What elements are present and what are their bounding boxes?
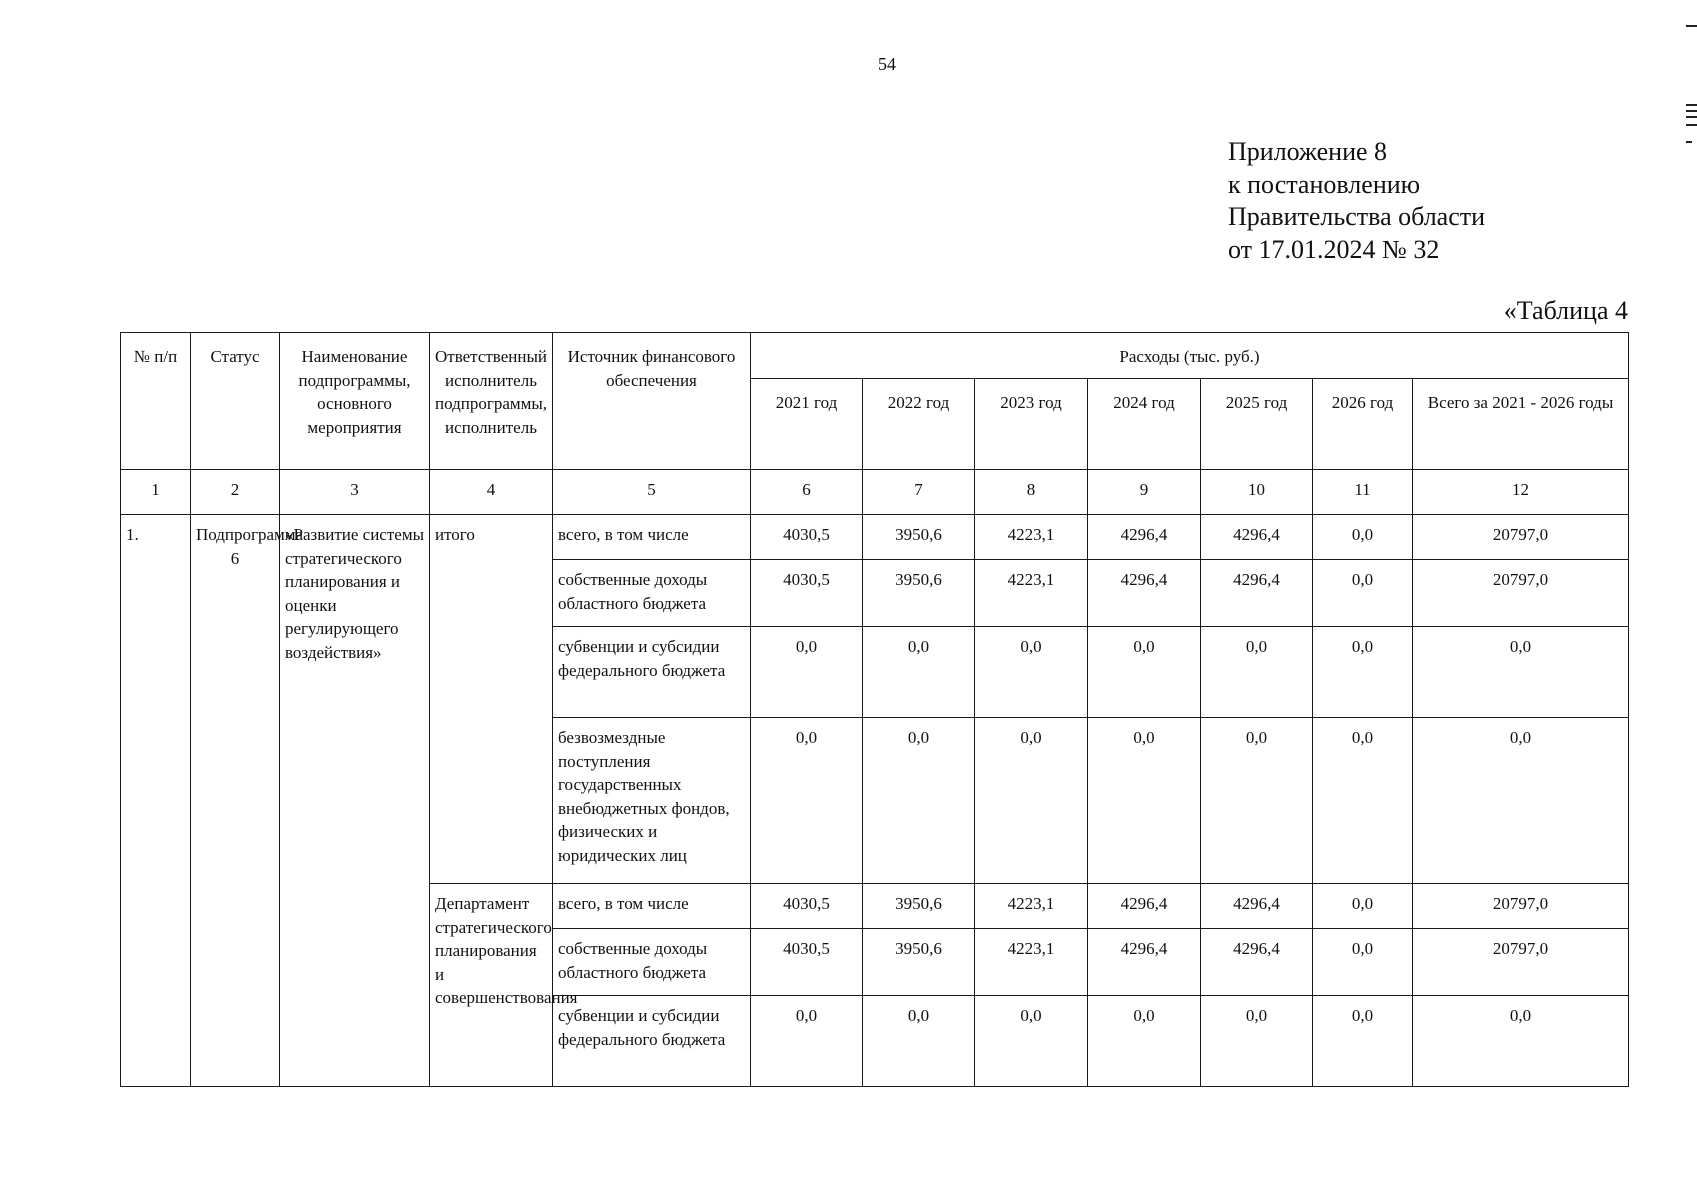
financing-table xyxy=(120,332,1629,1087)
value-cell: 3950,6 xyxy=(863,929,975,996)
value-cell: 0,0 xyxy=(751,718,863,884)
value-cell: 0,0 xyxy=(1088,996,1201,1087)
row-num: 1. xyxy=(121,515,191,1087)
row-source: безвозмездные поступления государственных внебюджетных фондов, физических и юридических лиц xyxy=(553,718,751,884)
column-index: 5 xyxy=(553,470,751,515)
header-total: Всего за 2021 - 2026 годы xyxy=(1413,379,1629,470)
value-cell: 4296,4 xyxy=(1201,515,1313,560)
value-cell: 4223,1 xyxy=(975,884,1088,929)
value-cell: 4223,1 xyxy=(975,560,1088,627)
header-source: Источник финансового обеспечения xyxy=(553,333,751,470)
edge-mark xyxy=(1686,124,1697,126)
value-cell: 0,0 xyxy=(1201,996,1313,1087)
value-cell: 3950,6 xyxy=(863,560,975,627)
edge-mark xyxy=(1686,141,1692,143)
value-cell: 4296,4 xyxy=(1088,515,1201,560)
header-expenses: Расходы (тыс. руб.) xyxy=(751,333,1629,379)
row-status: Подпрограмма 6 xyxy=(191,515,280,1087)
appendix-line: Правительства области xyxy=(1228,202,1486,231)
header-responsible: Ответственный исполнитель подпрограммы, исполнитель xyxy=(430,333,553,470)
column-index: 6 xyxy=(751,470,863,515)
column-index: 1 xyxy=(121,470,191,515)
column-index: 3 xyxy=(280,470,430,515)
total-cell: 20797,0 xyxy=(1413,929,1629,996)
row-source: собственные доходы областного бюджета xyxy=(553,929,751,996)
value-cell: 0,0 xyxy=(863,718,975,884)
value-cell: 0,0 xyxy=(1201,627,1313,718)
value-cell: 4030,5 xyxy=(751,560,863,627)
column-index: 11 xyxy=(1313,470,1413,515)
edge-mark xyxy=(1686,25,1697,27)
value-cell: 3950,6 xyxy=(863,515,975,560)
page-number: 54 xyxy=(878,54,896,74)
value-cell: 0,0 xyxy=(751,627,863,718)
value-cell: 0,0 xyxy=(975,627,1088,718)
value-cell: 4030,5 xyxy=(751,929,863,996)
value-cell: 4223,1 xyxy=(975,515,1088,560)
value-cell: 0,0 xyxy=(1313,929,1413,996)
column-index: 4 xyxy=(430,470,553,515)
table-label: «Таблица 4 xyxy=(1503,296,1628,325)
row-source: всего, в том числе xyxy=(553,884,751,929)
appendix-line: Приложение 8 xyxy=(1228,137,1388,166)
total-cell: 20797,0 xyxy=(1413,884,1629,929)
value-cell: 0,0 xyxy=(1088,718,1201,884)
appendix-line: от 17.01.2024 № 32 xyxy=(1228,234,1440,264)
row-subprogram-name: «Развитие системы стратегического планирования и оценки регулирующего воздействия» xyxy=(280,515,430,1087)
row-responsible: Департамент стратегического планирования и совершенствования xyxy=(430,884,553,1087)
total-cell: 0,0 xyxy=(1413,718,1629,884)
header-year: 2026 год xyxy=(1313,379,1413,470)
edge-mark xyxy=(1686,116,1697,118)
value-cell: 0,0 xyxy=(751,996,863,1087)
header-num: № п/п xyxy=(121,333,191,470)
value-cell: 4296,4 xyxy=(1201,560,1313,627)
column-index: 2 xyxy=(191,470,280,515)
header-year: 2024 год xyxy=(1088,379,1201,470)
column-index: 8 xyxy=(975,470,1088,515)
value-cell: 4223,1 xyxy=(975,929,1088,996)
value-cell: 3950,6 xyxy=(863,884,975,929)
table-row xyxy=(121,515,1629,560)
row-source: субвенции и субсидии федерального бюджета xyxy=(553,996,751,1087)
column-index: 10 xyxy=(1201,470,1313,515)
appendix-line: к постановлению xyxy=(1228,169,1421,199)
value-cell: 0,0 xyxy=(1313,884,1413,929)
value-cell: 4296,4 xyxy=(1201,929,1313,996)
edge-mark xyxy=(1686,110,1697,112)
header-year: 2022 год xyxy=(863,379,975,470)
header-name: Наименование подпрограммы, основного мероприятия xyxy=(280,333,430,470)
row-source: субвенции и субсидии федерального бюджета xyxy=(553,627,751,718)
total-cell: 20797,0 xyxy=(1413,560,1629,627)
header-year: 2023 год xyxy=(975,379,1088,470)
appendix-block xyxy=(1228,136,1485,266)
row-source: собственные доходы областного бюджета xyxy=(553,560,751,627)
row-source: всего, в том числе xyxy=(553,515,751,560)
header-year: 2025 год xyxy=(1201,379,1313,470)
value-cell: 4296,4 xyxy=(1088,884,1201,929)
scan-edge-marks xyxy=(1686,0,1697,160)
value-cell: 0,0 xyxy=(1313,560,1413,627)
edge-mark xyxy=(1686,104,1697,106)
value-cell: 0,0 xyxy=(1201,718,1313,884)
total-cell: 0,0 xyxy=(1413,996,1629,1087)
value-cell: 4296,4 xyxy=(1088,929,1201,996)
header-status: Статус xyxy=(191,333,280,470)
header-year: 2021 год xyxy=(751,379,863,470)
value-cell: 0,0 xyxy=(863,996,975,1087)
total-cell: 0,0 xyxy=(1413,627,1629,718)
row-responsible: итого xyxy=(430,515,553,884)
value-cell: 4296,4 xyxy=(1201,884,1313,929)
value-cell: 0,0 xyxy=(1313,718,1413,884)
column-index: 12 xyxy=(1413,470,1629,515)
value-cell: 0,0 xyxy=(1313,627,1413,718)
value-cell: 0,0 xyxy=(863,627,975,718)
value-cell: 0,0 xyxy=(975,996,1088,1087)
value-cell: 0,0 xyxy=(1313,515,1413,560)
value-cell: 4296,4 xyxy=(1088,560,1201,627)
value-cell: 0,0 xyxy=(975,718,1088,884)
value-cell: 4030,5 xyxy=(751,515,863,560)
value-cell: 4030,5 xyxy=(751,884,863,929)
value-cell: 0,0 xyxy=(1313,996,1413,1087)
total-cell: 20797,0 xyxy=(1413,515,1629,560)
value-cell: 0,0 xyxy=(1088,627,1201,718)
column-index: 7 xyxy=(863,470,975,515)
column-index: 9 xyxy=(1088,470,1201,515)
